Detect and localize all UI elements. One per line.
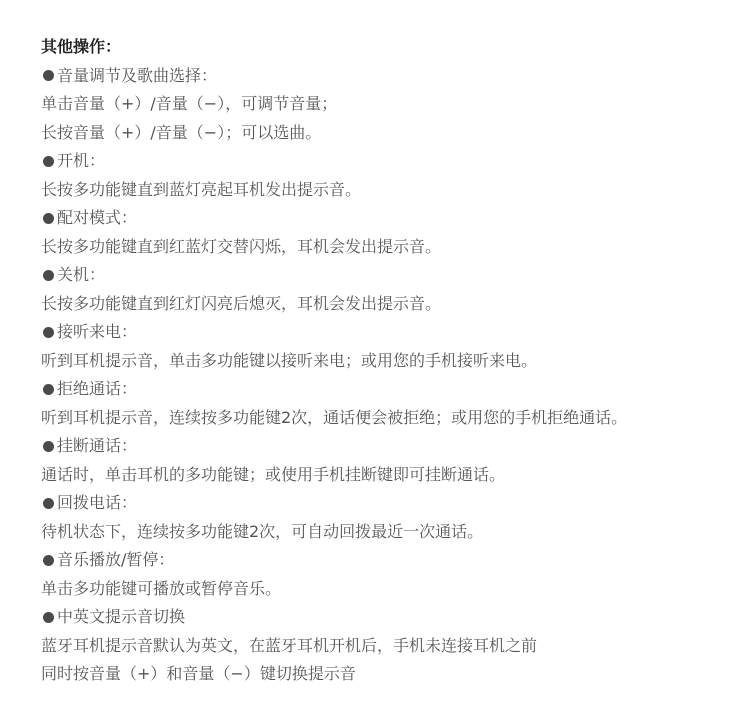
bullet-icon — [43, 213, 54, 224]
section-title-text: 配对模式： — [57, 208, 138, 227]
section-answer-call — [41, 318, 721, 375]
section-reject-call — [41, 375, 721, 432]
section-line: 蓝牙耳机提示音默认为英文，在蓝牙耳机开机后，手机未连接耳机之前 — [41, 635, 538, 655]
section-redial — [41, 489, 721, 546]
section-volume — [41, 62, 721, 148]
bullet-icon — [43, 612, 54, 623]
bullet-icon — [43, 441, 54, 452]
section-title-text: 开机： — [57, 151, 106, 170]
section-pairing — [41, 204, 721, 261]
section-title-text: 挂断通话： — [57, 436, 138, 455]
section-title-text: 音乐播放/暂停： — [57, 550, 175, 569]
section-line: 长按多功能键直到红灯闪亮后熄灭，耳机会发出提示音。 — [41, 293, 442, 313]
section-title — [41, 603, 721, 632]
section-power-off — [41, 261, 721, 318]
section-line: 长按音量（+）/音量（−）；可以选曲。 — [41, 122, 322, 142]
section-line: 单击音量（+）/音量（−），可调节音量； — [41, 94, 338, 113]
section-title-text: 关机： — [57, 265, 106, 284]
section-line: 单击多功能键可播放或暂停音乐。 — [41, 578, 282, 598]
section-language-switch — [41, 603, 721, 689]
section-title — [41, 546, 721, 575]
section-title-text: 中英文提示音切换 — [57, 607, 186, 626]
section-power-on — [41, 147, 721, 204]
section-title — [41, 375, 721, 404]
section-title — [41, 204, 721, 233]
section-line: 同时按音量（+）和音量（−）键切换提示音 — [41, 664, 356, 683]
section-title — [41, 147, 721, 176]
section-line: 通话时，单击耳机的多功能键；或使用手机挂断键即可挂断通话。 — [41, 464, 506, 484]
bullet-icon — [43, 384, 54, 395]
section-title — [41, 261, 721, 290]
section-title-text: 音量调节及歌曲选择： — [57, 65, 218, 85]
bullet-icon — [43, 270, 54, 281]
section-line: 长按多功能键直到蓝灯亮起耳机发出提示音。 — [41, 179, 362, 199]
instructions-document — [41, 33, 721, 689]
bullet-icon — [43, 498, 54, 509]
section-title-text: 接听来电： — [57, 322, 138, 341]
section-line: 听到耳机提示音，单击多功能键以接听来电；或用您的手机接听来电。 — [41, 350, 538, 370]
section-line: 听到耳机提示音，连续按多功能键2次，通话便会被拒绝；或用您的手机拒绝通话。 — [41, 407, 628, 427]
section-title-text: 拒绝通话： — [57, 379, 138, 398]
bullet-icon — [43, 555, 54, 566]
bullet-icon — [43, 327, 54, 338]
section-title — [41, 318, 721, 347]
section-music-play-pause — [41, 546, 721, 603]
section-hang-up — [41, 432, 721, 489]
section-line: 长按多功能键直到红蓝灯交替闪烁，耳机会发出提示音。 — [41, 236, 442, 256]
section-line: 待机状态下，连续按多功能键2次，可自动回拨最近一次通话。 — [41, 521, 484, 541]
section-title — [41, 62, 721, 91]
bullet-icon — [43, 156, 54, 167]
bullet-icon — [43, 70, 54, 81]
section-title — [41, 489, 721, 518]
section-title-text: 回拨电话： — [57, 493, 138, 512]
section-title — [41, 432, 721, 461]
page-heading: 其他操作： — [41, 37, 122, 56]
